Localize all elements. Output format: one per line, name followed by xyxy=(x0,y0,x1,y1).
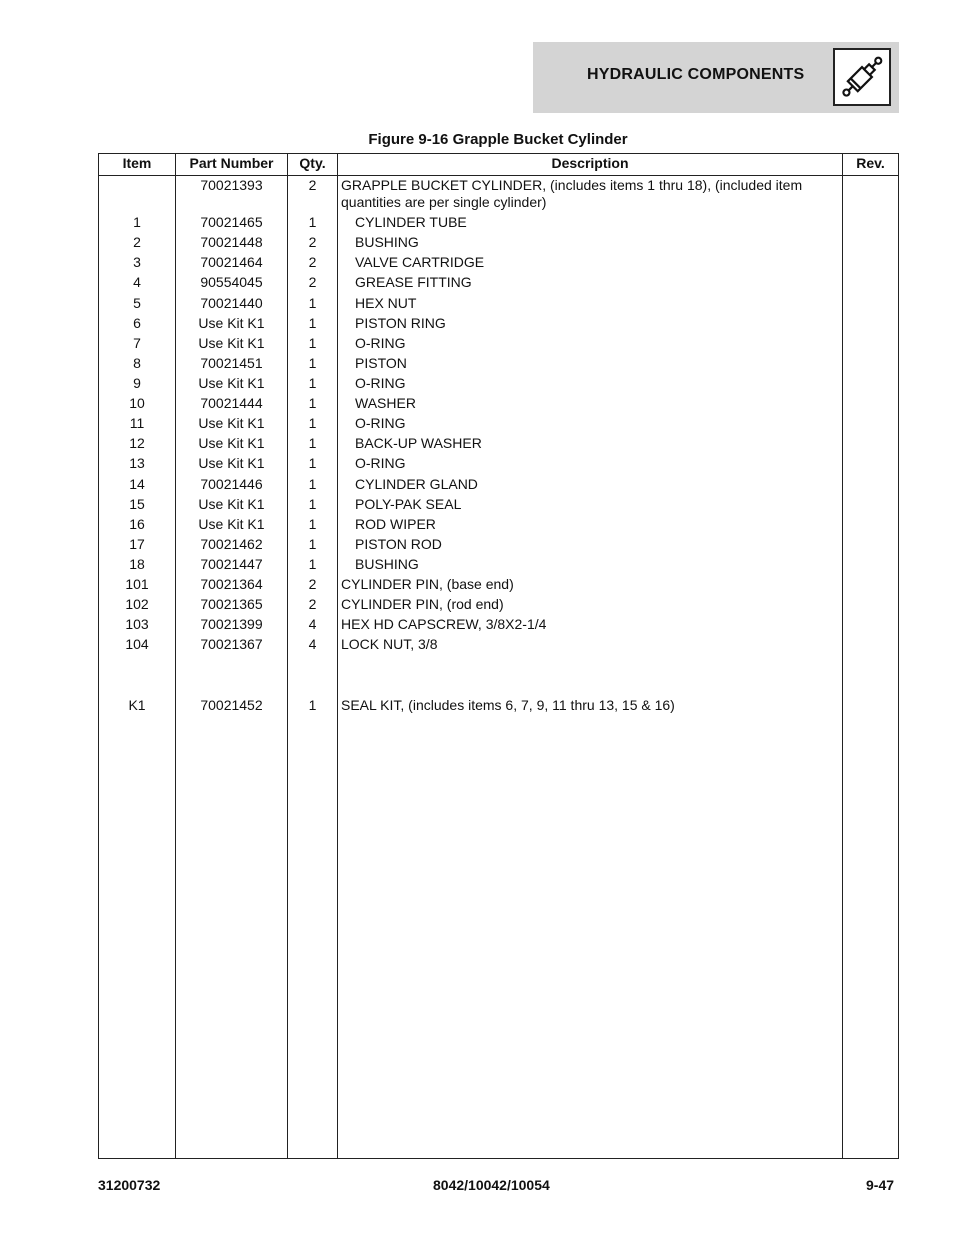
table-row xyxy=(99,536,898,556)
header-divider xyxy=(99,175,898,176)
qty-cell: 2 xyxy=(308,274,317,290)
description-cell: PISTON RING xyxy=(355,315,446,331)
part-number-cell: 70021364 xyxy=(200,576,263,592)
item-cell: 4 xyxy=(133,274,141,290)
figure-title: Figure 9-16 Grapple Bucket Cylinder xyxy=(368,131,628,148)
qty-cell: 2 xyxy=(308,576,317,592)
item-cell: 104 xyxy=(125,636,149,652)
item-cell: 12 xyxy=(129,435,145,451)
qty-cell: 1 xyxy=(308,516,317,532)
footer-document-number: 31200732 xyxy=(98,1177,161,1193)
footer-model-numbers: 8042/10042/10054 xyxy=(433,1177,550,1193)
table-row xyxy=(99,395,898,415)
description-cell: CYLINDER TUBE xyxy=(355,214,467,230)
part-number-cell: 70021464 xyxy=(200,254,263,270)
part-number-cell: 70021440 xyxy=(200,295,263,311)
table-row xyxy=(99,697,898,717)
table-row xyxy=(99,335,898,355)
description-cell: HEX HD CAPSCREW, 3/8X2-1/4 xyxy=(341,616,547,632)
description-cell: LOCK NUT, 3/8 xyxy=(341,636,438,652)
description-cell: BACK-UP WASHER xyxy=(355,435,482,451)
part-number-cell: 70021452 xyxy=(200,697,263,713)
qty-cell: 1 xyxy=(308,355,317,371)
part-number-cell: 70021447 xyxy=(200,556,263,572)
table-row xyxy=(99,455,898,475)
part-number-cell: 70021465 xyxy=(200,214,263,230)
item-cell: 17 xyxy=(129,536,145,552)
table-row xyxy=(99,214,898,234)
table-row xyxy=(99,375,898,395)
item-cell: K1 xyxy=(128,697,146,713)
part-number-cell: 90554045 xyxy=(200,274,263,290)
part-number-cell: Use Kit K1 xyxy=(198,335,265,351)
table-row xyxy=(99,596,898,616)
qty-cell: 1 xyxy=(308,476,317,492)
table-row xyxy=(99,636,898,656)
description-cell: PISTON ROD xyxy=(355,536,442,552)
part-number-cell: Use Kit K1 xyxy=(198,315,265,331)
part-number-cell: Use Kit K1 xyxy=(198,496,265,512)
table-row xyxy=(99,556,898,576)
part-number-cell: Use Kit K1 xyxy=(198,375,265,391)
section-title: HYDRAULIC COMPONENTS xyxy=(587,66,805,83)
table-row xyxy=(99,295,898,315)
part-number-cell: 70021462 xyxy=(200,536,263,552)
part-number-cell: 70021444 xyxy=(200,395,263,411)
qty-cell: 1 xyxy=(308,335,317,351)
item-cell: 6 xyxy=(133,315,141,331)
qty-cell: 1 xyxy=(308,395,317,411)
item-cell: 9 xyxy=(133,375,141,391)
item-cell: 5 xyxy=(133,295,141,311)
qty-cell: 1 xyxy=(308,697,317,713)
table-row xyxy=(99,315,898,335)
column-header-qty: Qty. xyxy=(299,155,326,171)
table-row xyxy=(99,435,898,455)
description-cell: BUSHING xyxy=(355,234,419,250)
qty-cell: 1 xyxy=(308,496,317,512)
qty-cell: 4 xyxy=(308,616,317,632)
item-cell: 10 xyxy=(129,395,145,411)
qty-cell: 2 xyxy=(308,234,317,250)
table-row xyxy=(99,355,898,375)
part-number-cell: 70021367 xyxy=(200,636,263,652)
item-cell: 102 xyxy=(125,596,149,612)
table-row xyxy=(99,516,898,536)
item-cell: 8 xyxy=(133,355,141,371)
item-cell: 11 xyxy=(129,415,145,431)
qty-cell: 1 xyxy=(308,556,317,572)
qty-cell: 1 xyxy=(308,315,317,331)
description-cell: CYLINDER PIN, (rod end) xyxy=(341,596,504,612)
description-cell: PISTON xyxy=(355,355,407,371)
description-cell: POLY-PAK SEAL xyxy=(355,496,462,512)
qty-cell: 1 xyxy=(308,435,317,451)
qty-cell: 1 xyxy=(308,214,317,230)
description-cell: CYLINDER GLAND xyxy=(355,476,478,492)
part-number-cell: Use Kit K1 xyxy=(198,455,265,471)
description-cell: ROD WIPER xyxy=(355,516,436,532)
qty-cell: 1 xyxy=(308,295,317,311)
table-row xyxy=(99,576,898,596)
footer-page-number: 9-47 xyxy=(866,1177,895,1193)
column-header-description: Description xyxy=(551,155,629,171)
description-cell: O-RING xyxy=(355,375,406,391)
parts-table xyxy=(98,153,899,1159)
table-row xyxy=(99,415,898,435)
part-number-cell: 70021451 xyxy=(200,355,263,371)
qty-cell: 4 xyxy=(308,636,317,652)
item-cell: 15 xyxy=(129,496,145,512)
item-cell: 7 xyxy=(133,335,141,351)
part-number-cell: Use Kit K1 xyxy=(198,435,265,451)
description-cell: HEX NUT xyxy=(355,295,417,311)
part-number-cell: 70021365 xyxy=(200,596,263,612)
part-number-cell: 70021446 xyxy=(200,476,263,492)
hydraulic-cylinder-icon xyxy=(833,48,891,106)
qty-cell: 1 xyxy=(308,415,317,431)
description-cell: BUSHING xyxy=(355,556,419,572)
table-row xyxy=(99,234,898,254)
description-cell: CYLINDER PIN, (base end) xyxy=(341,576,514,592)
description-cell: SEAL KIT, (includes items 6, 7, 9, 11 thru 13, 15 & 16) xyxy=(341,697,675,713)
item-cell: 14 xyxy=(129,476,145,492)
description-cell: VALVE CARTRIDGE xyxy=(355,254,485,270)
item-cell: 3 xyxy=(133,254,141,270)
item-cell: 103 xyxy=(125,616,149,632)
description-cell: O-RING xyxy=(355,335,406,351)
description-cell: GREASE FITTING xyxy=(355,274,472,290)
description-cell: O-RING xyxy=(355,455,406,471)
table-row xyxy=(99,274,898,294)
table-row xyxy=(99,616,898,636)
description-cell: WASHER xyxy=(355,395,416,411)
qty-cell: 2 xyxy=(308,177,317,193)
item-cell: 2 xyxy=(133,234,141,250)
column-header-rev: Rev. xyxy=(856,155,885,171)
part-number-cell: 70021448 xyxy=(200,234,263,250)
item-cell: 16 xyxy=(129,516,145,532)
qty-cell: 1 xyxy=(308,536,317,552)
description-cell: GRAPPLE BUCKET CYLINDER, (includes items 1 thru 18), (included item xyxy=(341,177,803,193)
table-row xyxy=(99,476,898,496)
qty-cell: 2 xyxy=(308,254,317,270)
table-row xyxy=(99,177,898,215)
qty-cell: 1 xyxy=(308,455,317,471)
item-cell: 1 xyxy=(133,214,141,230)
item-cell: 13 xyxy=(129,455,145,471)
item-cell: 18 xyxy=(129,556,145,572)
part-number-cell: 70021393 xyxy=(200,177,263,193)
description-cell: O-RING xyxy=(355,415,406,431)
part-number-cell: Use Kit K1 xyxy=(198,415,265,431)
column-header-part-number: Part Number xyxy=(189,155,274,171)
item-cell: 101 xyxy=(125,576,149,592)
column-header-item: Item xyxy=(122,155,152,171)
part-number-cell: Use Kit K1 xyxy=(198,516,265,532)
part-number-cell: 70021399 xyxy=(200,616,263,632)
description-cell-continuation: quantities are per single cylinder) xyxy=(341,194,547,210)
table-row xyxy=(99,496,898,516)
qty-cell: 1 xyxy=(308,375,317,391)
qty-cell: 2 xyxy=(308,596,317,612)
table-row xyxy=(99,254,898,274)
